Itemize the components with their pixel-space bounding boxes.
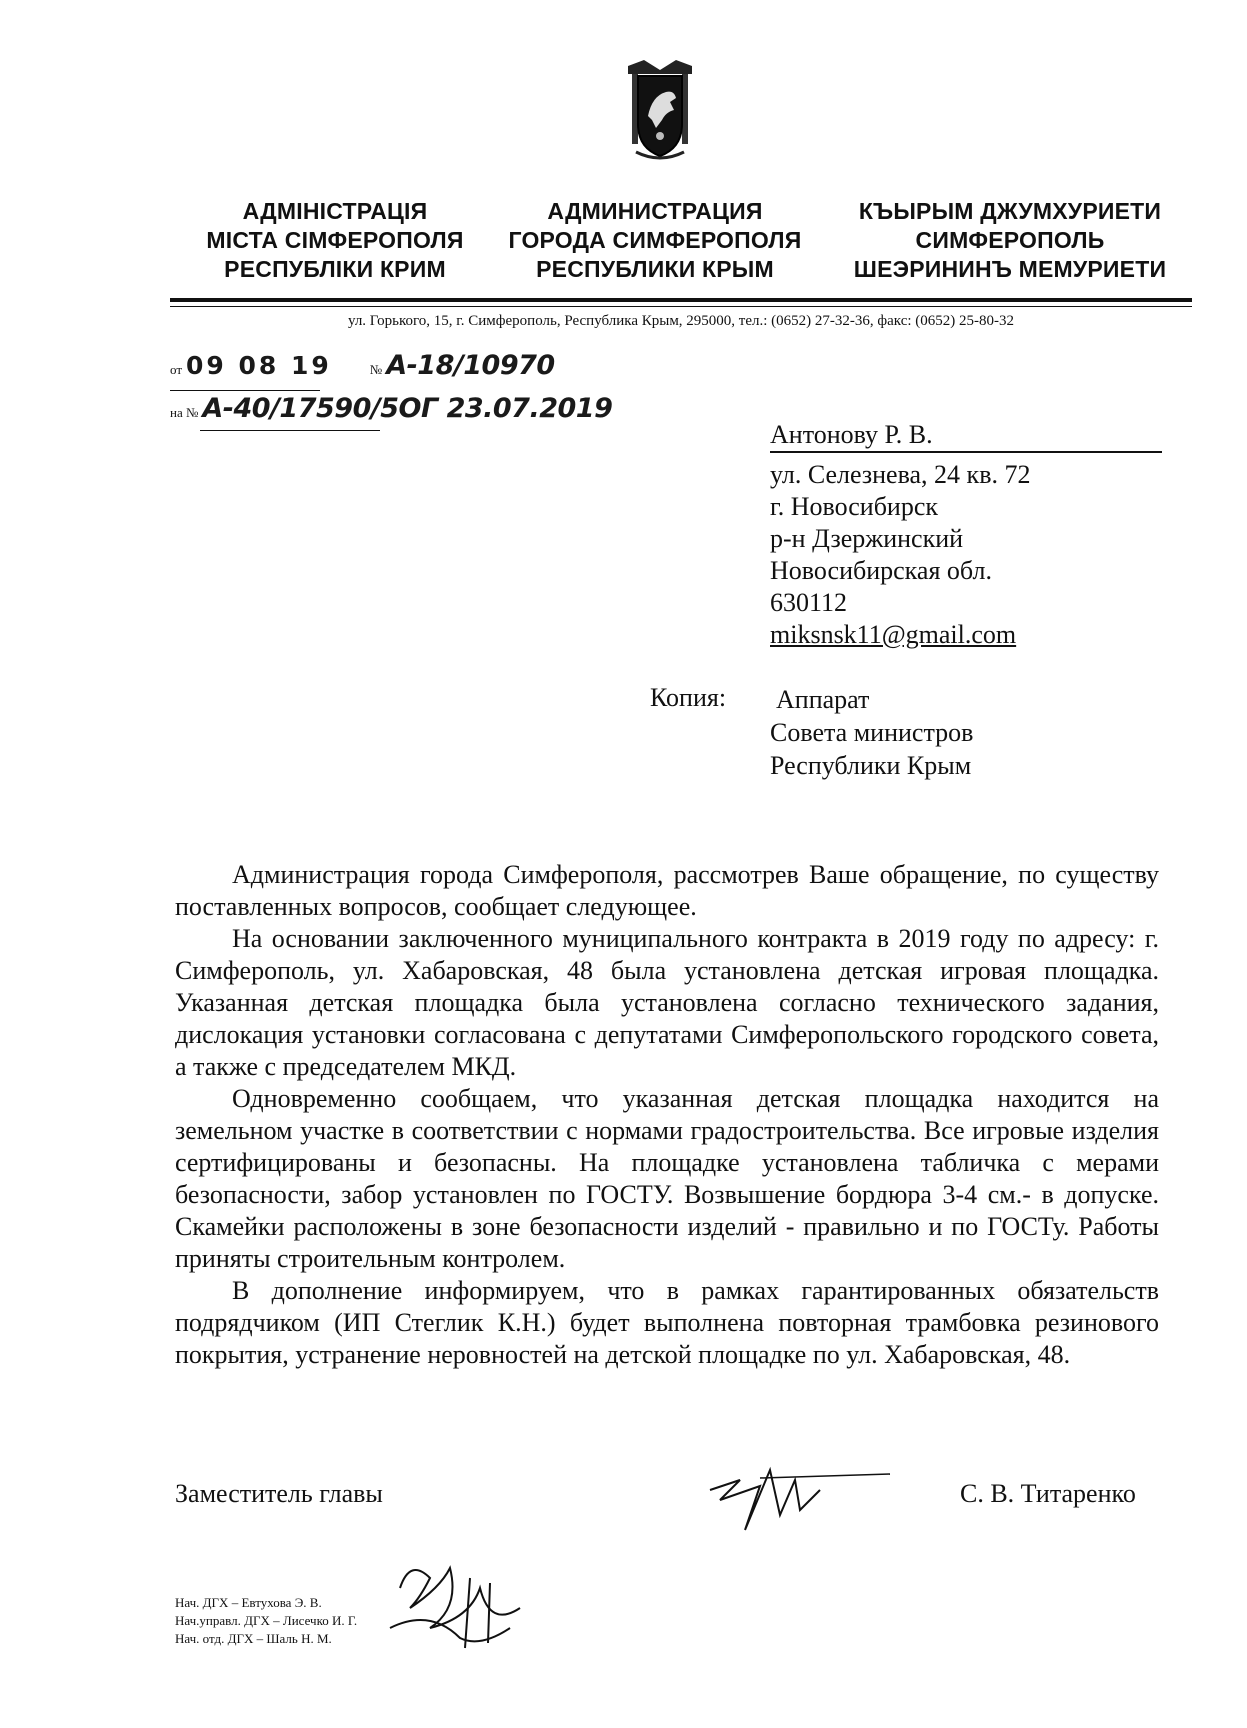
address-line: Новосибирская обл. [770, 556, 992, 585]
letter-body [175, 859, 1159, 1371]
copy-line: Аппарат [776, 685, 870, 714]
header-ukrainian-line: АДМІНІСТРАЦІЯ [242, 198, 428, 224]
reply-label: на № [170, 405, 199, 420]
reply-underline [200, 430, 380, 431]
approval-signatures-icon [370, 1548, 540, 1658]
contact-info: ул. Горького, 15, г. Симферополь, Республика Крым, 295000, тел.: (0652) 27-32-36, факс: (0652) 25-80-32 [347, 313, 1014, 329]
header-russian-line: АДМИНИСТРАЦИЯ [547, 198, 763, 224]
address-line: ул. Селезнева, 24 кв. 72 [770, 460, 1031, 489]
handwritten-signature-icon [700, 1460, 900, 1540]
body-paragraph: На основании заключенного муниципального контракта в 2019 году по адресу: г. Симферополь, ул. Хабаровская, 48 была установлена детская игровая площадка. Указанная детская площадка была установлена согласно технического задания, дислокация установки согласована с депутатами Симферопольского городского совета, а также с председателем МКД. [175, 924, 1159, 1081]
address-line: 630112 [770, 588, 848, 617]
registration-number: А-18/10970 [386, 350, 555, 381]
copy-line: Республики Крым [770, 751, 972, 780]
body-paragraph: Одновременно сообщаем, что указанная детская площадка находится на земельном участке в соответствии с нормами градостроительства. Все игровые изделия сертифицированы и безопасны. На площадке установлена табличка с мерами безопасности, забор установлен по ГОСТУ. Возвышение бордюра 3-4 см.- в допуске. Скамейки расположены в зоне безопасности изделий - правильно и по ГОСТу. Работы приняты строительным контролем. [175, 1084, 1159, 1273]
executors-list [175, 1594, 357, 1648]
header-ukrainian-line: МІСТА СІМФЕРОПОЛЯ [206, 227, 464, 253]
copy-line: Совета министров [770, 718, 974, 747]
executor-line: Нач. отд. ДГХ – Шаль Н. М. [175, 1631, 332, 1646]
header-divider-thin [170, 306, 1192, 307]
address-line: г. Новосибирск [770, 492, 939, 521]
signatory-position: Заместитель главы [175, 1479, 383, 1508]
header-russian [490, 197, 820, 284]
header-crimean-tatar [845, 197, 1175, 284]
recipient-email: miksnsk11@gmail.com [770, 620, 1017, 649]
address-line: р-н Дзержинский [770, 524, 964, 553]
number-label: № [369, 362, 383, 377]
header-crimean-tatar-line: КЪЫРЫМ ДЖУМХУРИЕТИ [858, 198, 1162, 224]
copy-label: Копия: [650, 683, 727, 712]
executor-line: Нач. ДГХ – Евтухова Э. В. [175, 1595, 322, 1610]
reply-reference-row [170, 393, 612, 424]
header-russian-line: ГОРОДА СИМФЕРОПОЛЯ [508, 227, 802, 253]
header-crimean-tatar-line: ШЕЭРИНИНЪ МЕМУРИЕТИ [853, 256, 1167, 282]
registration-date: 09 08 19 [186, 351, 332, 380]
body-paragraph: В дополнение информируем, что в рамках гарантированных обязательств подрядчиком (ИП Стеглик К.Н.) будет выполнена повторная трамбовка резинового покрытия, устранение неровностей на детской площадке по ул. Хабаровская, 48. [175, 1276, 1159, 1369]
from-label: от [170, 362, 183, 377]
header-divider [170, 298, 1192, 302]
header-ukrainian [170, 197, 500, 284]
date-underline [170, 390, 320, 391]
header-russian-line: РЕСПУБЛИКИ КРЫМ [536, 256, 774, 282]
copy-recipient [770, 683, 973, 782]
recipient-underline [770, 451, 1162, 453]
recipient-name: Антонову Р. В. [770, 420, 933, 449]
body-paragraph: Администрация города Симферополя, рассмотрев Ваше обращение, по существу поставленных вопросов, сообщает следующее. [175, 860, 1159, 921]
reply-reference: А-40/17590/5ОГ 23.07.2019 [202, 393, 613, 424]
header-ukrainian-line: РЕСПУБЛІКИ КРИМ [224, 256, 446, 282]
registration-number-row [170, 350, 555, 381]
header-crimean-tatar-line: СИМФЕРОПОЛЬ [915, 227, 1105, 253]
recipient-address [770, 459, 1030, 651]
signatory-name: С. В. Титаренко [960, 1479, 1136, 1508]
crimea-coat-of-arms-icon [622, 56, 698, 164]
executor-line: Нач.управл. ДГХ – Лисечко И. Г. [175, 1613, 358, 1628]
